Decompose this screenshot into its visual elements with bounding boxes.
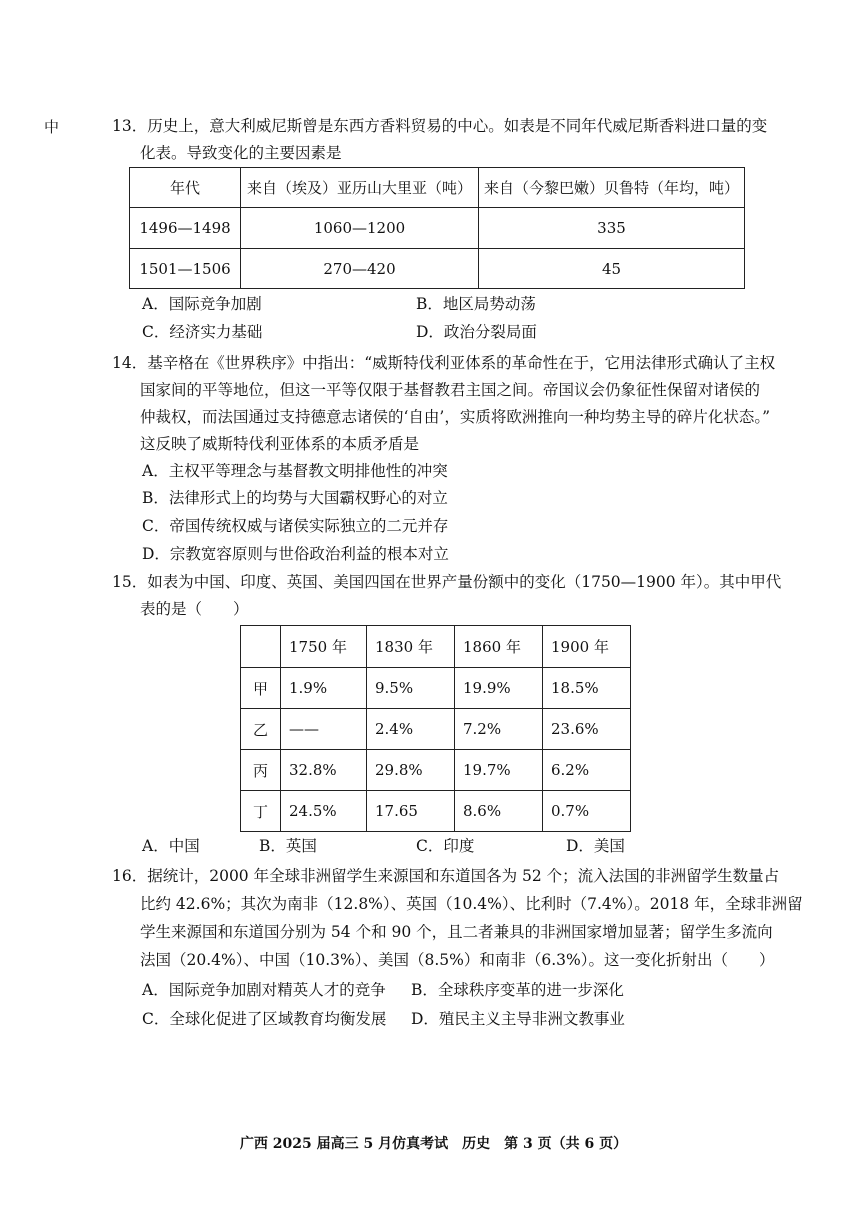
- table-cell: 19.9%: [455, 668, 543, 709]
- q13-stem-line-1: 13．历史上，意大利威尼斯曾是东西方香料贸易的中心。如表是不同年代威尼斯香料进口量的变: [112, 117, 768, 135]
- table-cell: ——: [281, 709, 367, 750]
- q15-stem-line-1: 15．如表为中国、印度、英国、美国四国在世界产量份额中的变化（1750—1900 年）。其中甲代: [112, 573, 782, 591]
- q14-option-d: D．宗教宽容原则与世俗政治利益的根本对立: [142, 545, 449, 563]
- page-footer: 广西 2025 届高三 5 月仿真考试 历史 第 3 页（共 6 页）: [239, 1136, 628, 1152]
- table-cell: 24.5%: [281, 791, 367, 832]
- table-cell: 0.7%: [543, 791, 631, 832]
- q16-option-c: C．全球化促进了区域教育均衡发展: [142, 1010, 387, 1028]
- table-cell: 29.8%: [367, 750, 455, 791]
- table-header: 年代: [130, 168, 241, 208]
- q15-option-a: A．中国: [142, 837, 200, 855]
- q13-option-d: D．政治分裂局面: [416, 323, 537, 341]
- table-header: 1860 年: [455, 626, 543, 668]
- table-cell: 1501—1506: [130, 249, 241, 289]
- row-label: 丙: [241, 750, 281, 791]
- table-cell: 1496—1498: [130, 208, 241, 249]
- row-label: 丁: [241, 791, 281, 832]
- q14-option-b: B．法律形式上的均势与大国霸权野心的对立: [142, 489, 448, 507]
- q15-option-d: D．美国: [566, 837, 625, 855]
- q14-option-c: C．帝国传统权威与诸侯实际独立的二元并存: [142, 517, 449, 535]
- q13-option-b: B．地区局势动荡: [416, 295, 536, 313]
- table-cell: 1060—1200: [241, 208, 479, 249]
- q13-stem-line-2: 化表。导致变化的主要因素是: [140, 144, 342, 162]
- q16-option-d: D．殖民主义主导非洲文教事业: [411, 1010, 625, 1028]
- q14-stem-line-1: 14．基辛格在《世界秩序》中指出：“威斯特伐利亚体系的革命性在于，它用法律形式确认了主权: [112, 354, 776, 372]
- q14-stem-line-3: 仲裁权，而法国通过支持德意志诸侯的‘自由’，实质将欧洲推向一种均势主导的碎片化状态。”: [140, 408, 771, 426]
- table-cell: 32.8%: [281, 750, 367, 791]
- table-cell: 7.2%: [455, 709, 543, 750]
- q15-table: [240, 625, 631, 832]
- table-cell: 19.7%: [455, 750, 543, 791]
- q15-option-c: C．印度: [416, 837, 475, 855]
- table-cell: 9.5%: [367, 668, 455, 709]
- table-header: 1830 年: [367, 626, 455, 668]
- table-cell: 1.9%: [281, 668, 367, 709]
- table-cell: 6.2%: [543, 750, 631, 791]
- q13-option-c: C．经济实力基础: [142, 323, 263, 341]
- table-cell: 270—420: [241, 249, 479, 289]
- q16-option-a: A．国际竞争加剧对精英人才的竞争: [142, 981, 386, 999]
- margin-mark: 中: [44, 118, 60, 136]
- q14-stem-line-4: 这反映了威斯特伐利亚体系的本质矛盾是: [140, 435, 420, 453]
- table-cell: 18.5%: [543, 668, 631, 709]
- table-header: [241, 626, 281, 668]
- q16-stem-line-1: 16．据统计，2000 年全球非洲留学生来源国和东道国各为 52 个；流入法国的非洲留学生数量占: [112, 867, 780, 885]
- q14-stem-line-2: 国家间的平等地位，但这一平等仅限于基督教君主国之间。帝国议会仍象征性保留对诸侯的: [140, 381, 761, 399]
- table-cell: 2.4%: [367, 709, 455, 750]
- q16-option-b: B．全球秩序变革的进一步深化: [411, 981, 624, 999]
- table-header: 来自（今黎巴嫩）贝鲁特（年均，吨）: [479, 168, 745, 208]
- q13-table: [129, 167, 745, 289]
- q15-stem-line-2: 表的是（ ）: [140, 600, 249, 618]
- table-header: 来自（埃及）亚历山大里亚（吨）: [241, 168, 479, 208]
- table-cell: 335: [479, 208, 745, 249]
- table-cell: 17.65: [367, 791, 455, 832]
- q15-option-b: B．英国: [259, 837, 317, 855]
- table-cell: 45: [479, 249, 745, 289]
- q13-option-a: A．国际竞争加剧: [142, 295, 262, 313]
- q14-option-a: A．主权平等理念与基督教文明排他性的冲突: [142, 462, 448, 480]
- q16-stem-line-4: 法国（20.4%）、中国（10.3%）、美国（8.5%）和南非（6.3%）。这一变化折射出（ ）: [140, 951, 775, 969]
- row-label: 乙: [241, 709, 281, 750]
- q16-stem-line-2: 比约 42.6%；其次为南非（12.8%）、英国（10.4%）、比利时（7.4%）。2018 年，全球非洲留: [140, 895, 803, 913]
- table-header: 1900 年: [543, 626, 631, 668]
- table-cell: 8.6%: [455, 791, 543, 832]
- row-label: 甲: [241, 668, 281, 709]
- table-cell: 23.6%: [543, 709, 631, 750]
- q16-stem-line-3: 学生来源国和东道国分别为 54 个和 90 个，且二者兼具的非洲国家增加显著；留学生多流向: [140, 923, 773, 941]
- table-header: 1750 年: [281, 626, 367, 668]
